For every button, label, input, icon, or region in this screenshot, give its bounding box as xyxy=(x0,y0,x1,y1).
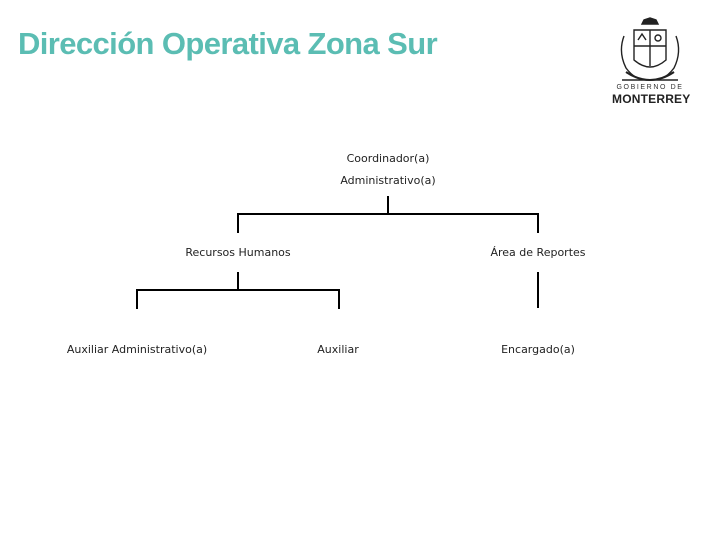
node-recursos-humanos: Recursos Humanos xyxy=(185,246,291,259)
connector-to-reportes xyxy=(537,213,539,233)
node-coordinador-line2: Administrativo(a) xyxy=(340,174,436,187)
connector-level2-horizontal xyxy=(136,289,340,291)
node-coordinador xyxy=(340,148,435,192)
connector-to-auxiliar xyxy=(338,289,340,309)
node-coordinador-line1: Coordinador(a) xyxy=(346,152,430,165)
connector-rh-down xyxy=(237,272,239,290)
node-auxiliar-administrativo: Auxiliar Administrativo(a) xyxy=(66,343,208,356)
page-title: Dirección Operativa Zona Sur xyxy=(18,26,438,61)
logo-text-small: GOBIERNO DE xyxy=(616,84,684,91)
connector-reportes-down xyxy=(537,272,539,308)
logo-text-big: MONTERREY xyxy=(612,92,691,106)
connector-root-down xyxy=(387,196,389,214)
node-encargado: Encargado(a) xyxy=(501,343,575,356)
connector-to-rh xyxy=(237,213,239,233)
connector-to-aux-admin xyxy=(136,289,138,309)
connector-level1-horizontal xyxy=(237,213,539,215)
node-area-reportes: Área de Reportes xyxy=(490,246,586,259)
node-auxiliar: Auxiliar xyxy=(317,343,359,356)
